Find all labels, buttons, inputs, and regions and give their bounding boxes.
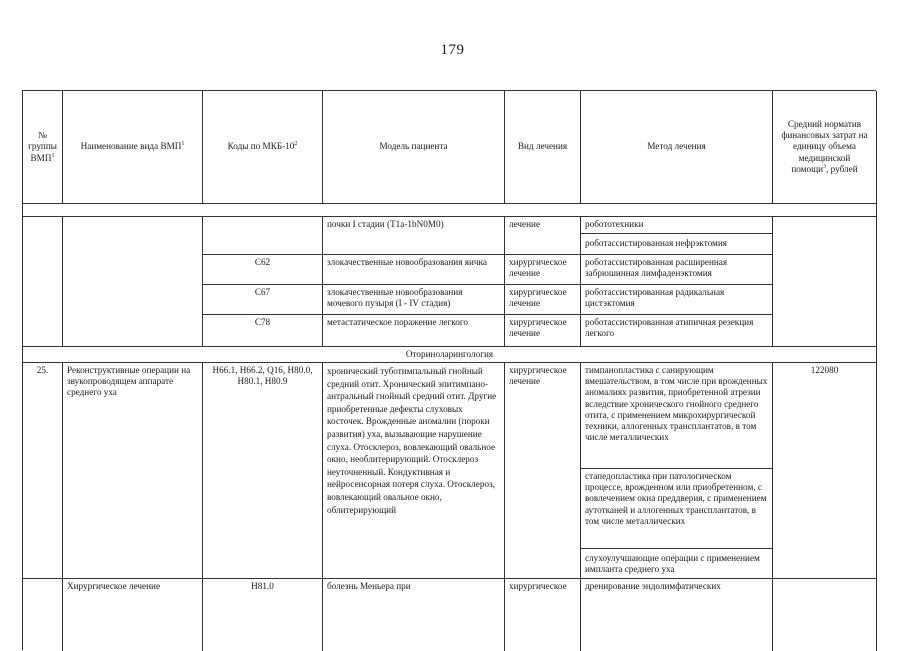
treatment-type-r3: хирургическое лечение bbox=[505, 285, 581, 315]
treatment-method-r4: роботассистированная атипичная резекция легкого bbox=[581, 315, 773, 347]
cost-last bbox=[773, 579, 877, 651]
treatment-type-r2: хирургическое лечение bbox=[505, 255, 581, 285]
page-number: 179 bbox=[440, 42, 465, 58]
patient-model-r4: метастатическое поражение легкого bbox=[323, 315, 505, 347]
icd-code-r4: C78 bbox=[203, 315, 323, 347]
treatment-method-r1b: роботассистированная нефрэктомия bbox=[581, 234, 773, 255]
header-icd-codes: Коды по МКБ-$10^2$ bbox=[203, 91, 323, 204]
icd-code-last: H81.0 bbox=[203, 579, 323, 651]
patient-model-r1: почки I стадии (T1a-1bN0M0) bbox=[323, 217, 505, 255]
icd-codes-25: H66.1, H66.2, Q16, H80.0, H80.1, H80.9 bbox=[203, 363, 323, 579]
treatment-method-last: дренирование эндолимфатических bbox=[581, 579, 773, 651]
treatment-type-r4: хирургическое лечение bbox=[505, 315, 581, 347]
icd-code-r2: C62 bbox=[203, 255, 323, 285]
header-treatment-type: Вид лечения bbox=[505, 91, 581, 204]
vmp-name-25: Реконструктивные операции на звукопроводящем аппарате среднего уха bbox=[63, 363, 203, 579]
icd-code-r3: C67 bbox=[203, 285, 323, 315]
treatment-method-r3: роботассистированная радикальная цистэктомия bbox=[581, 285, 773, 315]
treatment-method-25-a: тимпанопластика с санирующим вмешательством, в том числе при врожденных аномалиях развития, приобретенной атрезии вследствие хронического гнойного среднего отита, с применением микрохирургической техники, аллогенных трансплантатов, в том числе металлических bbox=[581, 363, 773, 469]
patient-model-25: хронический туботимпальный гнойный средний отит. Хронический эпитимпано-антральный гнойный средний отит. Другие приобретенные дефекты слуховых косточек. Врожденные аномалии (пороки развития) уха, вызывающие нарушение слуха. Отосклероз, вовлекающий овальное окно, необлитерирующий. Отосклероз неуточненный. Кондуктивная и нейросенсорная потеря слуха. Отосклероз, вовлекающий овальное окно, облитерирующий bbox=[323, 363, 505, 579]
header-vmp-name: Наименование вида ВМП$^1$ bbox=[63, 91, 203, 204]
treatment-method-25-c: слухоулучшающие операции с применением импланта среднего уха bbox=[581, 549, 773, 579]
spacer-row bbox=[23, 204, 877, 217]
group-no-cell-continued bbox=[23, 217, 63, 347]
treatment-method-r2: роботассистированная расширенная забрюшинная лимфаденэктомия bbox=[581, 255, 773, 285]
vmp-table bbox=[22, 90, 876, 650]
treatment-type-25: хирургическое лечение bbox=[505, 363, 581, 579]
patient-model-r2: злокачественные новообразования яичка bbox=[323, 255, 505, 285]
patient-model-last: болезнь Меньера при bbox=[323, 579, 505, 651]
header-group-no: № группы ВМП$^1$ bbox=[23, 91, 63, 204]
header-patient-model: Модель пациента bbox=[323, 91, 505, 204]
vmp-name-last: Хирургическое лечение bbox=[63, 579, 203, 651]
icd-code-cell-continued bbox=[203, 217, 323, 255]
treatment-type-r1: лечение bbox=[505, 217, 581, 255]
section-title: Оториноларингология bbox=[23, 347, 877, 363]
cost-cell-continued bbox=[773, 217, 877, 347]
patient-model-r3: злокачественные новообразования мочевого пузыря (I - IV стадия) bbox=[323, 285, 505, 315]
vmp-name-cell-continued bbox=[63, 217, 203, 347]
treatment-method-25-b: стапедопластика при патологическом процессе, врожденном или приобретенном, с вовлечением окна преддверия, с применением аутотканей и аллогенных трансплантатов, в том числе металлических bbox=[581, 469, 773, 549]
header-cost: Средний норматив финансовых затрат на единицу объема медицинской помощи$^3$, рублей bbox=[773, 91, 877, 204]
group-no-last bbox=[23, 579, 63, 651]
treatment-method-r1a: робототехники bbox=[581, 217, 773, 234]
cost-25: 122080 bbox=[773, 363, 877, 579]
treatment-type-last: хирургическое bbox=[505, 579, 581, 651]
header-treatment-method: Метод лечения bbox=[581, 91, 773, 204]
group-no-25: 25. bbox=[23, 363, 63, 579]
